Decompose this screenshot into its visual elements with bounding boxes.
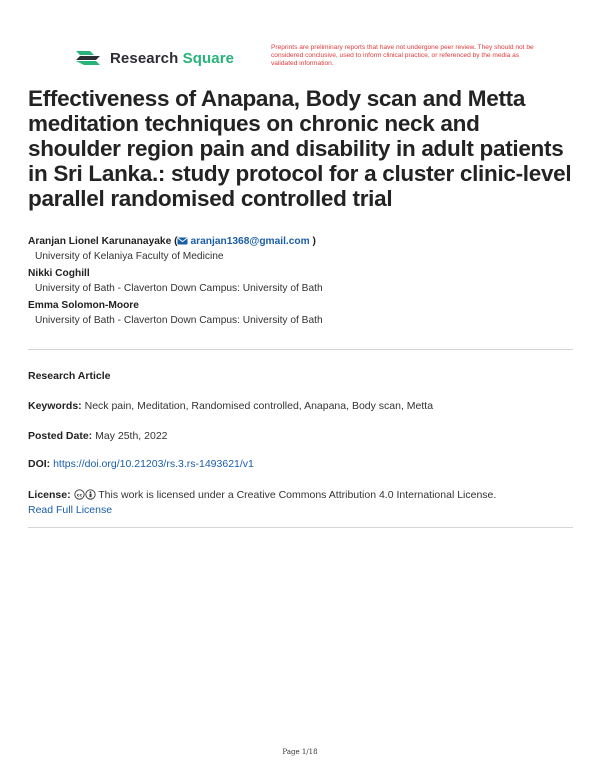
- posted-date-value: May 25th, 2022: [95, 430, 168, 442]
- logo-text-research: Research: [110, 49, 179, 67]
- section-divider: [28, 527, 573, 528]
- preprint-disclaimer: Preprints are preliminary reports that have not undergone peer review. They should not be considered conclusive, used to inform clinical practice, or referenced by the media as validated information.: [271, 44, 534, 67]
- section-divider: [28, 349, 573, 350]
- research-square-logo: [74, 47, 234, 69]
- article-type: [28, 369, 576, 384]
- article-title: Effectiveness of Anapana, Body scan and Metta meditation techniques on chronic neck and shoulder region pain and disability in adult patients in Sri Lanka.: study protocol for a cluster clinic-level parallel randomised controlled trial: [28, 86, 572, 211]
- author-name: Aranjan Lionel Karunanayake ( aranjan1368@gmail.com ): [28, 236, 316, 247]
- author-name: Nikki Coghill: [28, 268, 90, 279]
- author-affiliation: University of Bath - Claverton Down Campus: University of Bath: [35, 315, 323, 326]
- creative-commons-icon: [74, 489, 85, 500]
- logo-text: [110, 50, 234, 67]
- license-row: [28, 488, 576, 518]
- license-text: This work is licensed under a Creative Commons Attribution 4.0 International License.: [98, 489, 497, 501]
- doi-link[interactable]: https://doi.org/10.21203/rs.3.rs-1493621/v1: [53, 458, 254, 470]
- author-affiliation: University of Kelaniya Faculty of Medicine: [35, 251, 224, 262]
- posted-date-row: [28, 429, 576, 444]
- svg-text:cc: cc: [76, 493, 82, 499]
- logo-text-square: Square: [182, 49, 235, 67]
- author-name-text: Aranjan Lionel Karunanayake: [28, 236, 172, 247]
- research-square-logo-icon: [74, 47, 104, 69]
- author-name: Emma Solomon-Moore: [28, 300, 139, 311]
- posted-date-label: Posted Date:: [28, 430, 93, 442]
- article-type-text: Research Article: [28, 370, 111, 382]
- page-number: Page 1/18: [282, 748, 318, 756]
- doi-row: [28, 457, 576, 472]
- author-email-link[interactable]: aranjan1368@gmail.com: [190, 236, 310, 247]
- doi-label: DOI:: [28, 458, 51, 470]
- keywords-row: [28, 399, 576, 414]
- envelope-icon: [177, 237, 188, 245]
- attribution-icon: [85, 489, 96, 500]
- author-list: [28, 234, 576, 328]
- read-full-license-link[interactable]: Read Full License: [28, 504, 113, 516]
- keywords-value: Neck pain, Meditation, Randomised controlled, Anapana, Body scan, Metta: [84, 400, 434, 412]
- keywords-label: Keywords:: [28, 400, 82, 412]
- license-label: License:: [28, 489, 71, 501]
- author-affiliation: University of Bath - Claverton Down Campus: University of Bath: [35, 283, 323, 294]
